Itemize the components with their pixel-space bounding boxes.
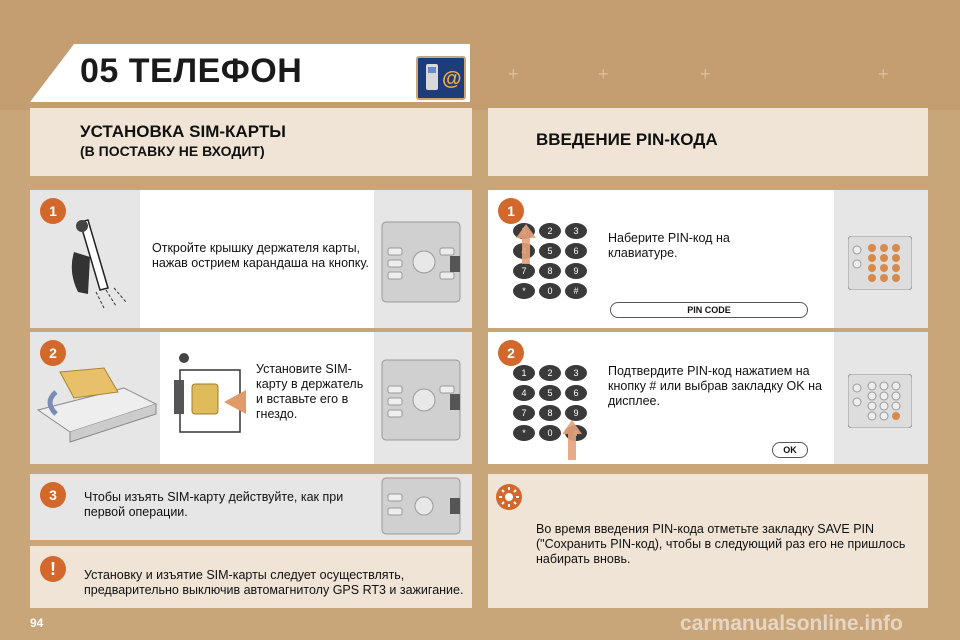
pin-step-1-text: Наберите PIN-код на клавиатуре. [608, 231, 730, 260]
svg-text:*: * [522, 428, 526, 438]
svg-text:8: 8 [547, 408, 553, 418]
deco-cross: + [878, 64, 889, 84]
keypad-key [565, 263, 587, 279]
svg-text:6: 6 [573, 246, 579, 256]
keypad-key [539, 365, 561, 381]
deco-cross: + [598, 64, 609, 84]
pin-code-button[interactable]: PIN CODE [610, 302, 808, 318]
arrow-up-icon [562, 420, 582, 465]
svg-text:3: 3 [573, 368, 579, 378]
svg-text:2: 2 [547, 226, 553, 236]
keypad-key [539, 405, 561, 421]
keypad-key [513, 405, 535, 421]
keypad-key [565, 405, 587, 421]
svg-text:3: 3 [573, 226, 579, 236]
pin-step-2-text: Подтвердите PIN-код нажатием на кнопку # или выбрав закладку OK на дисплее. [608, 364, 822, 408]
warning-text: Установку и изъятие SIM-карты следует осуществлять, предварительно выключив автомагнитолу GPS RT3 и зажигание. [84, 568, 464, 597]
tip-text: Во время введения PIN-кода отметьте закладку SAVE PIN ("Сохранить PIN-код), чтобы в следующий раз его не пришлось набирать вновь. [536, 522, 906, 566]
lightbulb-icon [496, 484, 522, 510]
pencil-press-illustration [60, 212, 140, 317]
phone-icon [416, 56, 466, 100]
warning-icon: ! [40, 556, 66, 582]
svg-text:5: 5 [547, 246, 553, 256]
svg-text:5: 5 [547, 388, 553, 398]
phone-keypad-illustration [848, 374, 912, 433]
keypad-key [565, 283, 587, 299]
keypad-key [513, 283, 535, 299]
svg-text:7: 7 [521, 266, 527, 276]
page-number: 94 [30, 616, 44, 630]
sim-tray-illustration [34, 362, 158, 451]
phone-keypad-illustration [848, 236, 912, 295]
keypad-key [513, 425, 535, 441]
step-number-badge: 3 [40, 482, 66, 508]
svg-text:1: 1 [521, 368, 527, 378]
keypad-key [539, 385, 561, 401]
svg-text:9: 9 [573, 266, 579, 276]
keypad-key [539, 425, 561, 441]
radio-unit-illustration [380, 356, 464, 451]
keypad-key [539, 223, 561, 239]
step-number-badge: 2 [40, 340, 66, 366]
watermark: carmanualsonline.info [680, 612, 903, 635]
step-number-badge: 1 [498, 198, 524, 224]
keypad-key [513, 365, 535, 381]
step-number-badge: 2 [498, 340, 524, 366]
svg-text:*: * [522, 286, 526, 296]
arrow-up-icon [516, 224, 536, 269]
svg-text:#: # [573, 286, 579, 296]
svg-text:0: 0 [547, 428, 553, 438]
radio-unit-illustration [380, 218, 464, 313]
svg-text:7: 7 [521, 408, 527, 418]
svg-text:8: 8 [547, 266, 553, 276]
page-title: 05 ТЕЛЕФОН [80, 52, 303, 90]
keypad-key [565, 365, 587, 381]
keypad-key [539, 243, 561, 259]
ok-button[interactable]: OK [772, 442, 808, 458]
radio-unit-illustration [380, 476, 464, 541]
sim-card-holder-illustration [170, 350, 250, 445]
sim-section-header [30, 108, 472, 176]
sim-section-title: УСТАНОВКА SIM-КАРТЫ [80, 122, 286, 141]
sim-step-2-text: Установите SIM-карту в держатель и вставьте его в гнездо. [256, 362, 364, 421]
svg-text:2: 2 [547, 368, 553, 378]
keypad-key [539, 263, 561, 279]
svg-text:9: 9 [573, 408, 579, 418]
keypad-key [565, 243, 587, 259]
keypad-key [513, 385, 535, 401]
deco-cross: + [700, 64, 711, 84]
sim-step-3-text: Чтобы изъять SIM-карту действуйте, как при первой операции. [84, 490, 344, 519]
sim-section-subtitle: (В ПОСТАВКУ НЕ ВХОДИТ) [80, 143, 265, 159]
keypad-key [565, 223, 587, 239]
svg-text:6: 6 [573, 388, 579, 398]
sim-step-1-text: Откройте крышку держателя карты, нажав острием карандаша на кнопку. [152, 241, 369, 270]
keypad-key [565, 385, 587, 401]
svg-text:@: @ [442, 68, 462, 90]
svg-text:4: 4 [521, 388, 527, 398]
step-number-badge: 1 [40, 198, 66, 224]
svg-text:0: 0 [547, 286, 553, 296]
deco-cross: + [508, 64, 519, 84]
pin-section-title: ВВЕДЕНИЕ PIN-КОДА [536, 130, 718, 149]
keypad-key [539, 283, 561, 299]
